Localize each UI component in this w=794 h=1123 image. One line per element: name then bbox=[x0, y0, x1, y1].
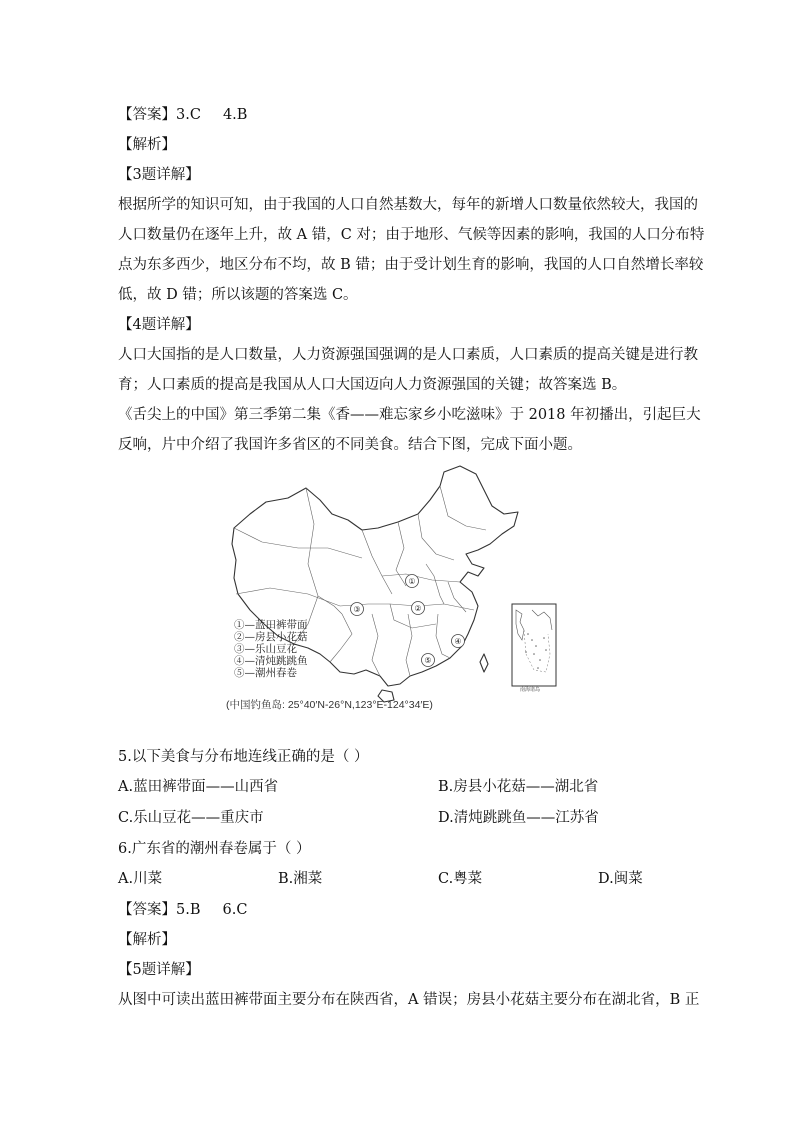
q5-option-b: B.房县小花菇——湖北省 bbox=[438, 779, 599, 795]
map-marker-2: ② bbox=[414, 604, 422, 613]
answer-tag: 【答案】 bbox=[118, 107, 176, 123]
q5-options-row bbox=[118, 772, 678, 803]
paragraph-line: 人口数量仍在逐年上升，故 A 错，C 对；由于地形、气候等因素的影响，我国的人口分布特 bbox=[118, 227, 705, 243]
south-china-sea-inset bbox=[512, 604, 556, 686]
q6-option-b: B.湘菜 bbox=[278, 871, 323, 887]
q5-detail-heading: 【5题详解】 bbox=[118, 962, 200, 978]
q5-option-a: A.蓝田裤带面——山西省 bbox=[118, 779, 279, 795]
q6-stem: 6.广东省的潮州春卷属于（ ） bbox=[118, 841, 311, 857]
intro-line: 《舌尖上的中国》第三季第二集《香——难忘家乡小吃滋味》于 2018 年初播出，引起巨大 bbox=[118, 407, 701, 423]
map-caption: (中国钓鱼岛: 25°40′N-26°N,123°E-124°34′E) bbox=[226, 699, 433, 711]
paragraph-line: 从图中可读出蓝田裤带面主要分布在陕西省，A 错误；房县小花菇主要分布在湖北省，B 正 bbox=[118, 992, 700, 1008]
paragraph-line: 低，故 D 错；所以该题的答案选 C。 bbox=[118, 287, 358, 303]
document-page bbox=[118, 100, 705, 1015]
q5-option-c: C.乐山豆花——重庆市 bbox=[118, 810, 264, 826]
answer-value: 3.C bbox=[176, 107, 201, 123]
paragraph-line: 育；人口素质的提高是我国从人口大国迈向人力资源强国的关键；故答案选 B。 bbox=[118, 377, 627, 393]
legend-item: ②—房县小花菇 bbox=[234, 631, 308, 643]
map-marker-1: ① bbox=[408, 577, 416, 586]
answer-line-2 bbox=[118, 895, 678, 925]
answer-tag: 【答案】 bbox=[118, 902, 176, 918]
q5-option-d: D.清炖跳跳鱼——江苏省 bbox=[438, 810, 599, 826]
paragraph-line: 人口大国指的是人口数量，人力资源强国强调的是人口素质，人口素质的提高关键是进行教 bbox=[118, 347, 698, 363]
map-marker-5: ⑤ bbox=[424, 656, 432, 665]
q4-detail-heading: 【4题详解】 bbox=[118, 317, 200, 333]
legend-item: ①—蓝田裤带面 bbox=[234, 619, 308, 631]
paragraph-line: 点为东多西少，地区分布不均，故 B 错；由于受计划生育的影响，我国的人口自然增长率较 bbox=[118, 257, 704, 273]
map-legend bbox=[234, 619, 308, 679]
legend-item: ③—乐山豆花 bbox=[234, 643, 297, 655]
inset-label: 南海诸岛 bbox=[520, 687, 541, 693]
q3-detail-heading: 【3题详解】 bbox=[118, 167, 200, 183]
answer-line-1 bbox=[118, 100, 678, 130]
q6-option-a: A.川菜 bbox=[118, 871, 163, 887]
legend-item: ⑤—潮州春卷 bbox=[234, 667, 297, 679]
q6-options-row bbox=[118, 864, 678, 895]
analysis-heading: 【解析】 bbox=[118, 932, 176, 948]
answer-value: 6.C bbox=[222, 902, 248, 918]
analysis-heading: 【解析】 bbox=[118, 137, 176, 153]
china-food-map-figure bbox=[118, 464, 678, 736]
legend-item: ④—清炖跳跳鱼 bbox=[234, 655, 308, 667]
intro-line: 反响，片中介绍了我国许多省区的不同美食。结合下图，完成下面小题。 bbox=[118, 437, 582, 453]
q5-stem: 5.以下美食与分布地连线正确的是（ ） bbox=[118, 749, 369, 765]
answer-value: 5.B bbox=[176, 902, 201, 918]
map-marker-3: ③ bbox=[353, 605, 361, 614]
q5-options-row bbox=[118, 803, 678, 834]
q6-option-d: D.闽菜 bbox=[598, 871, 643, 887]
map-marker-4: ④ bbox=[454, 637, 462, 646]
answer-value: 4.B bbox=[222, 107, 248, 123]
q6-option-c: C.粤菜 bbox=[438, 871, 483, 887]
paragraph-line: 根据所学的知识可知，由于我国的人口自然基数大，每年的新增人口数量依然较大，我国的 bbox=[118, 197, 698, 213]
